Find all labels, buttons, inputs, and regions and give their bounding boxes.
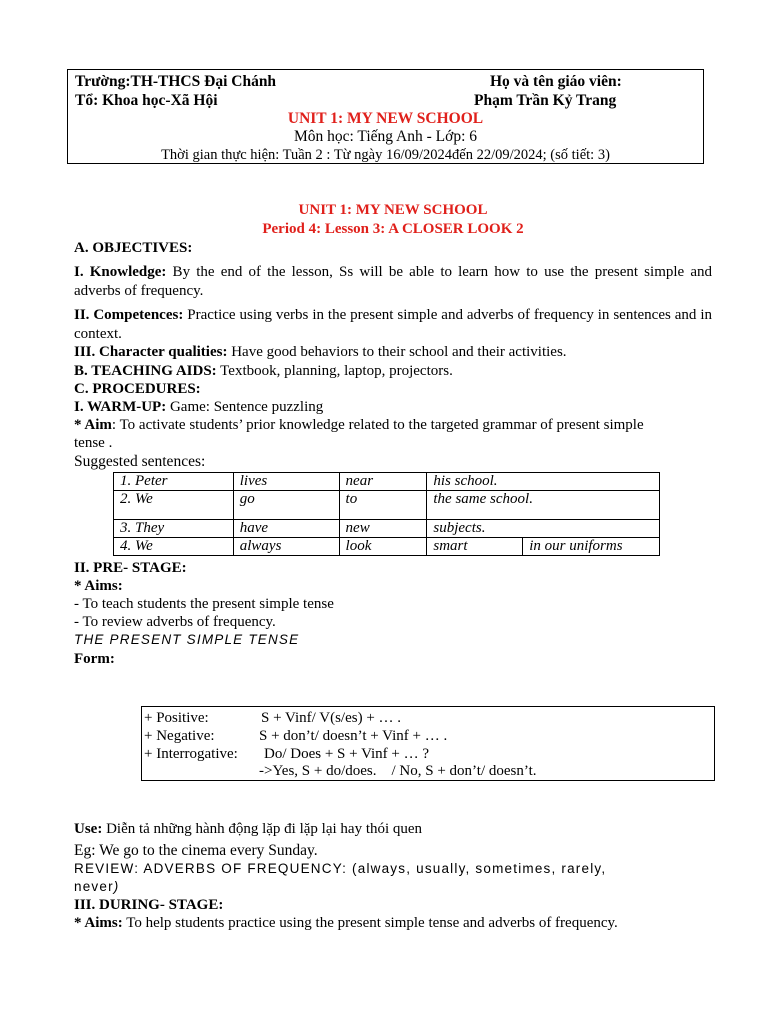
sentence-cell: the same school. [427,491,660,520]
teacher-label: Họ và tên giáo viên: [490,73,622,90]
knowledge-text: By the end of the lesson, Ss will be able to learn how to use the present simple and adverbs of frequency. [74,264,712,299]
sentence-cell: 4. We [114,538,234,556]
warmup-line [74,398,323,416]
answer-formula: ->Yes, S + do/does. / No, S + don’t/ doesn’t. [259,763,537,779]
during-aims-line [74,914,618,932]
sentence-cell: subjects. [427,520,660,538]
interrogative-formula: Do/ Does + S + Vinf + … ? [264,746,430,762]
character-text: Have good behaviors to their school and their activities. [227,344,567,360]
sentence-cell: 2. We [114,491,234,520]
sentence-cell: 1. Peter [114,473,234,491]
teacher-name: Phạm Trần Kỷ Trang [474,92,617,109]
aids-label: B. TEACHING AIDS: [74,363,217,379]
table-row [114,520,660,538]
review-close: ) [113,879,120,894]
header-subject: Môn học: Tiếng Anh - Lớp: 6 [293,128,478,145]
during-aims-label: * Aims: [74,915,123,931]
review-line-1: REVIEW: ADVERBS OF FREQUENCY: (always, usually, sometimes, rarely, [74,861,607,876]
review-line-2 [74,878,119,896]
period-title: Period 4: Lesson 3: A CLOSER LOOK 2 [262,221,524,237]
aim-text: : To activate students’ prior knowledge related to the targeted grammar of present simple tense . [74,417,644,451]
positive-label: + Positive: [144,710,209,726]
warmup-label: I. WARM-UP: [74,399,167,415]
warmup-text: Game: Sentence puzzling [166,399,324,415]
competences-label: II. Competences: [74,307,184,323]
header-box [67,69,704,164]
table-row [114,491,660,520]
aim-label: * Aim [74,417,112,433]
tense-title: THE PRESENT SIMPLE TENSE [74,632,300,647]
sentence-cell: have [233,520,339,538]
prestage-heading: II. PRE- STAGE: [74,560,187,576]
sentence-cell: new [339,520,427,538]
department: Tổ: Khoa học-Xã Hội [75,92,218,109]
review-never: never [74,879,114,894]
prestage-aim-2: - To review adverbs of frequency. [74,614,276,630]
form-label: Form: [74,651,115,667]
table-row [114,538,660,556]
sentence-table [113,472,660,556]
suggested-sentences-label: Suggested sentences: [74,453,206,470]
objectives-heading: A. OBJECTIVES: [74,240,193,256]
header-time: Thời gian thực hiện: Tuần 2 : Từ ngày 16/09/2024đến 22/09/2024; (số tiết: 3) [161,147,610,163]
prestage-aim-1: - To teach students the present simple tense [74,596,334,612]
sentence-cell: near [339,473,427,491]
header-unit-title: UNIT 1: MY NEW SCHOOL [287,110,484,127]
competences-paragraph [74,306,712,344]
sentence-cell: smart [427,538,523,556]
sentence-cell: lives [233,473,339,491]
negative-formula: S + don’t/ doesn’t + Vinf + … . [259,728,448,744]
use-example: Eg: We go to the cinema every Sunday. [74,842,318,859]
unit-title: UNIT 1: MY NEW SCHOOL [298,202,488,218]
use-text: Diễn tả những hành động lặp đi lặp lại hay thói quen [102,821,423,837]
interrogative-label: + Interrogative: [144,746,238,762]
prestage-aims-label: * Aims: [74,578,123,594]
sentence-cell: always [233,538,339,556]
knowledge-paragraph [74,263,712,301]
procedures-heading: C. PROCEDURES: [74,381,201,397]
competences-text: Practice using verbs in the present simple and adverbs of frequency in sentences and in context. [74,307,712,342]
character-label: III. Character qualities: [74,344,228,360]
form-box [141,706,715,781]
table-row [114,473,660,491]
sentence-cell: in our uniforms [523,538,660,556]
sentence-cell: 3. They [114,520,234,538]
warmup-aim [74,416,674,452]
sentence-cell: his school. [427,473,660,491]
sentence-cell: to [339,491,427,520]
use-line [74,820,422,838]
use-label: Use: [74,821,103,837]
during-aims-text: To help students practice using the present simple tense and adverbs of frequency. [122,915,618,931]
aids-line [74,362,453,380]
sentence-cell: look [339,538,427,556]
during-heading: III. DURING- STAGE: [74,897,224,913]
negative-label: + Negative: [144,728,215,744]
sentence-cell: go [233,491,339,520]
school-name: Trường:TH-THCS Đại Chánh [75,73,277,90]
positive-formula: S + Vinf/ V(s/es) + … . [261,710,402,726]
knowledge-label: I. Knowledge: [74,264,167,280]
character-line [74,343,567,361]
aids-text: Textbook, planning, laptop, projectors. [216,363,453,379]
